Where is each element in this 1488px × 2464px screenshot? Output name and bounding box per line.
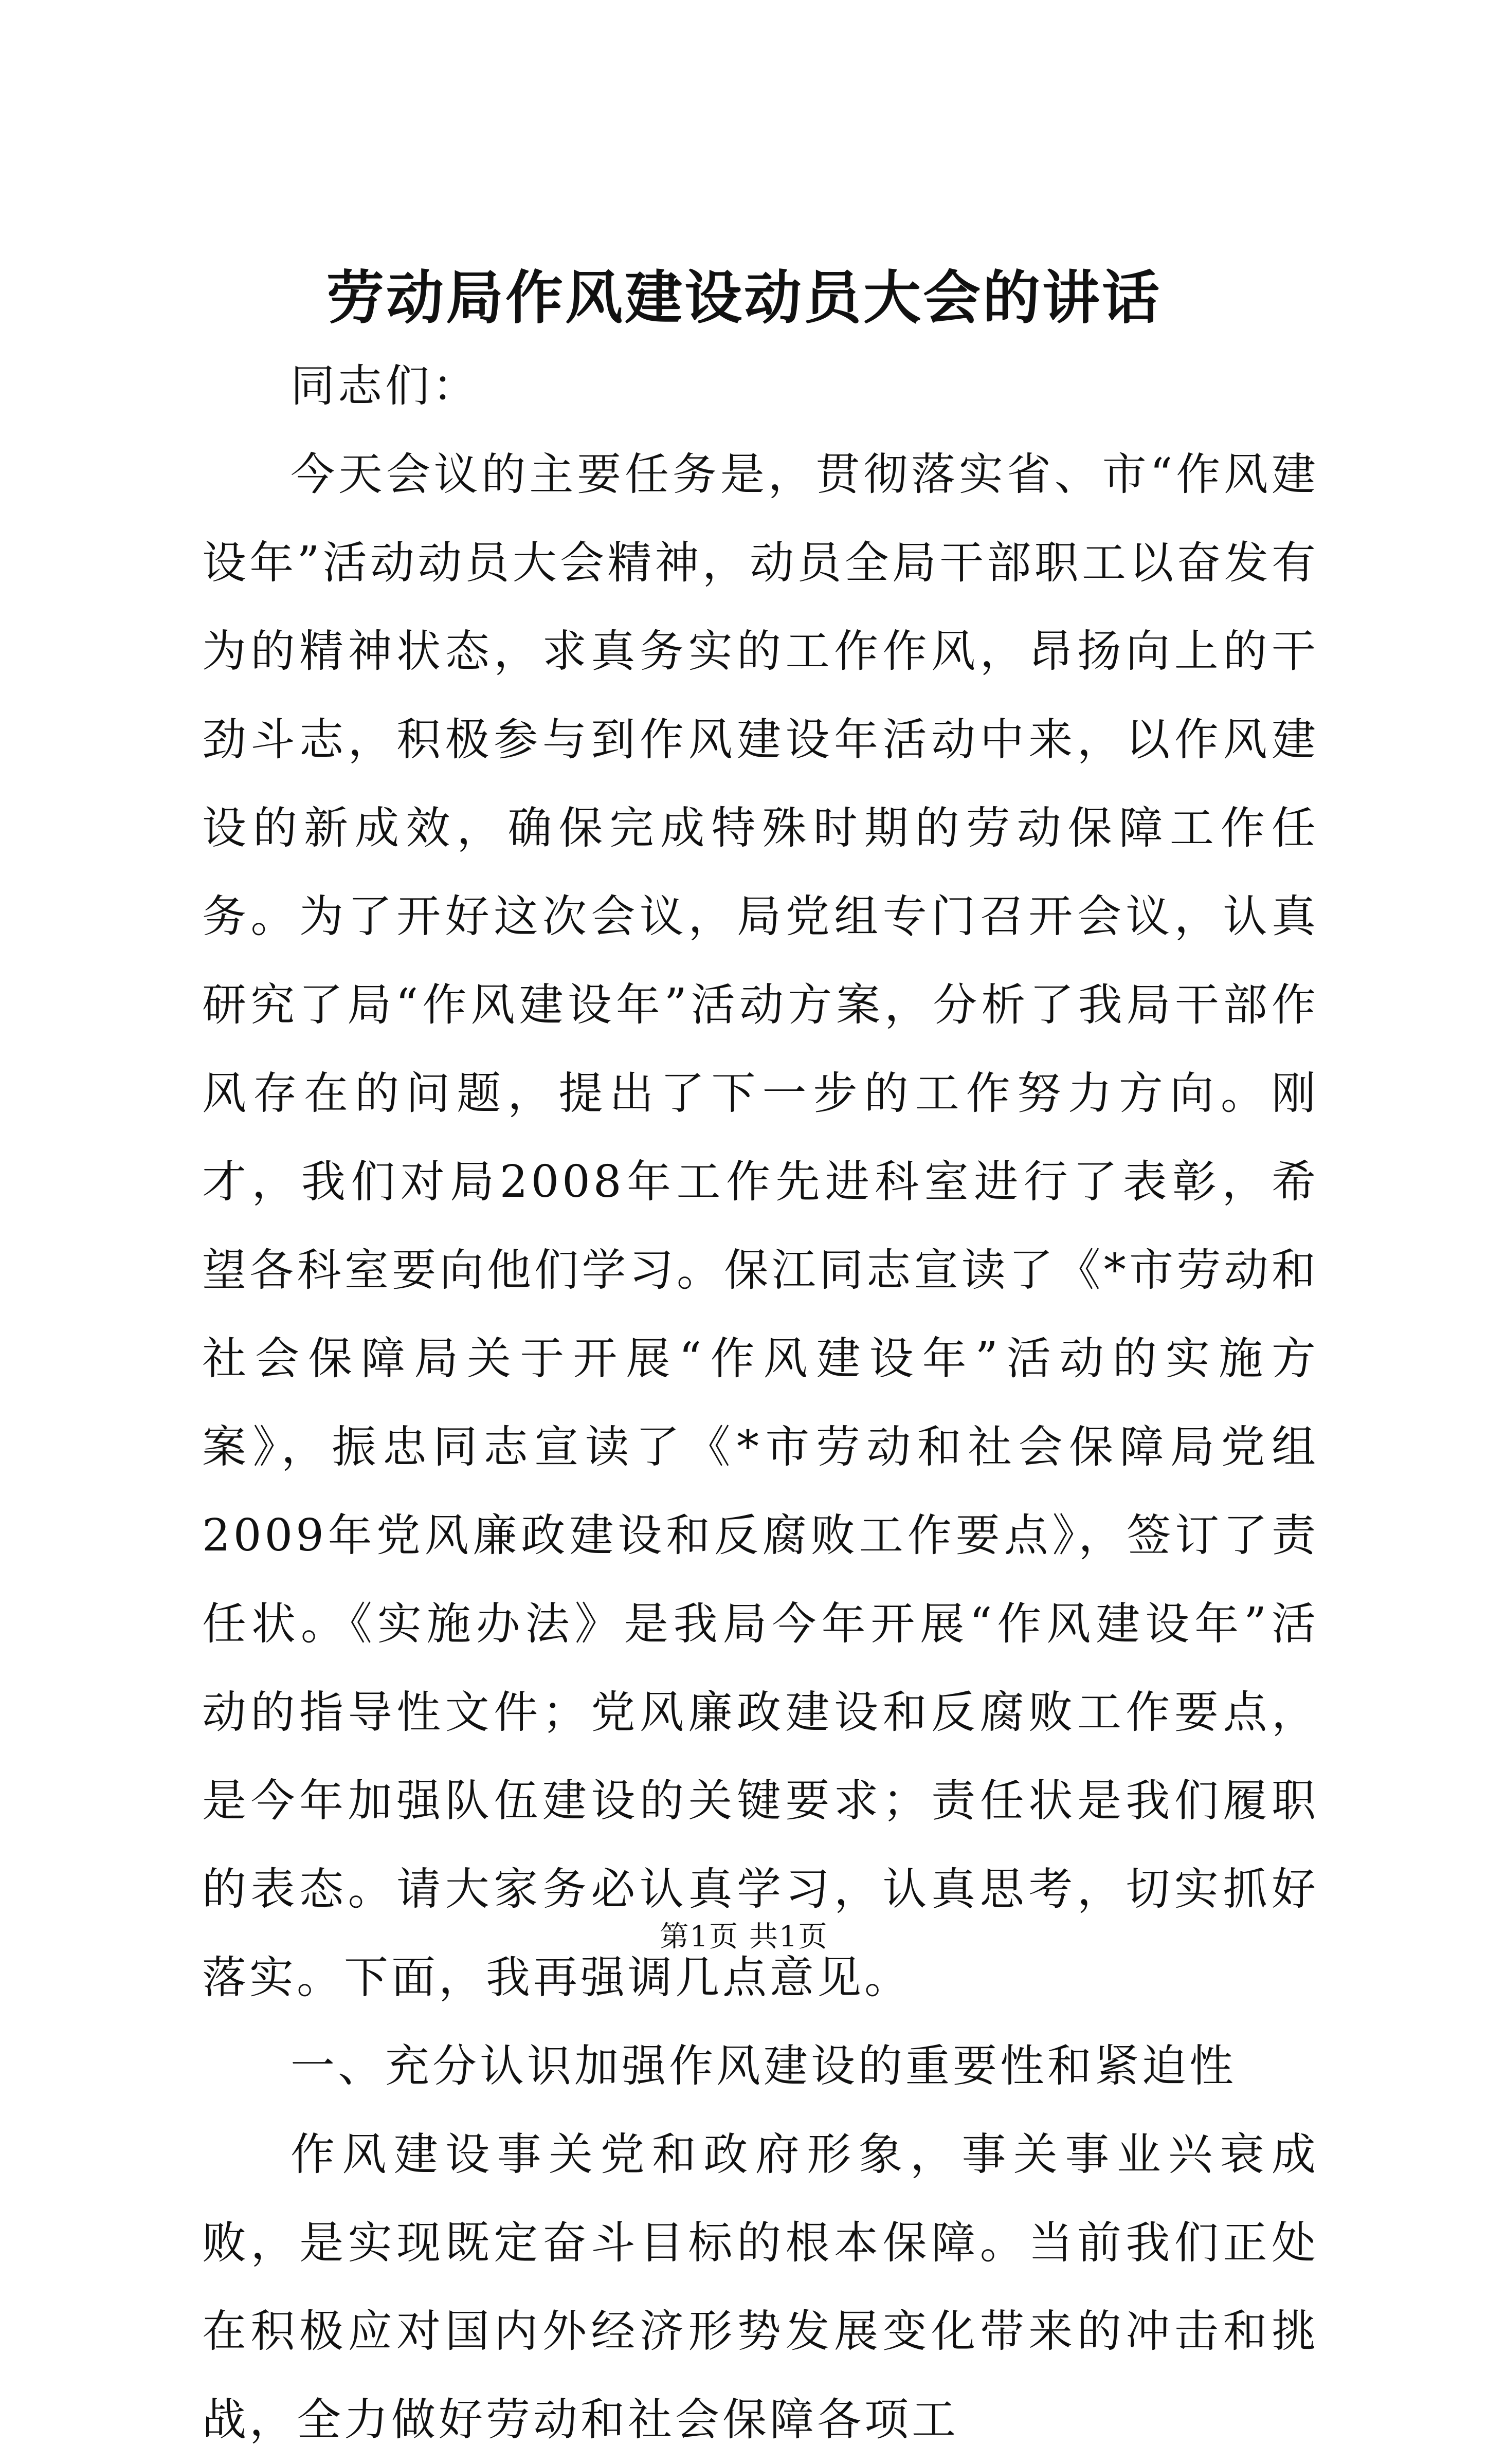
page-number-footer: 第1页 共1页: [660, 1920, 828, 1954]
section-heading: 一、充分认识加强作风建设的重要性和紧迫性: [291, 2040, 1237, 2092]
document-body: [202, 342, 1319, 2464]
document-title: 劳动局作风建设动员大会的讲话: [326, 264, 1162, 332]
body-paragraph: 作风建设事关党和政府形象，事关事业兴衰成败，是实现既定奋斗目标的根本保障。当前我们正处在积极应对国内外经济形势发展变化带来的冲击和挑战，全力做好劳动和社会保障各项工: [202, 2129, 1319, 2445]
body-paragraph: 今天会议的主要任务是，贯彻落实省、市“作风建设年”活动动员大会精神，动员全局干部职工以奋发有为的精神状态，求真务实的工作作风，昂扬向上的干劲斗志，积极参与到作风建设年活动中来，以作风建设的新成效，确保完成特殊时期的劳动保障工作任务。为了开好这次会议，局党组专门召开会议，认真研究了局“作风建设年”活动方案，分析了我局干部作风存在的问题，提出了下一步的工作努力方向。刚才，我们对局2008年工作先进科室进行了表彰，希望各科室要向他们学习。保江同志宣读了《*市劳动和社会保障局关于开展“作风建设年”活动的实施方案》，振忠同志宣读了《*市劳动和社会保障局党组2009年党风廉政建设和反腐败工作要点》，签订了责任状。《实施办法》是我局今年开展“作风建设年”活动的指导性文件；党风廉政建设和反腐败工作要点，是今年加强队伍建设的关键要求；责任状是我们履职的表态。请大家务必认真学习，认真思考，切实抓好落实。下面，我再强调几点意见。: [202, 449, 1319, 2003]
salutation-paragraph: 同志们：: [291, 360, 480, 412]
